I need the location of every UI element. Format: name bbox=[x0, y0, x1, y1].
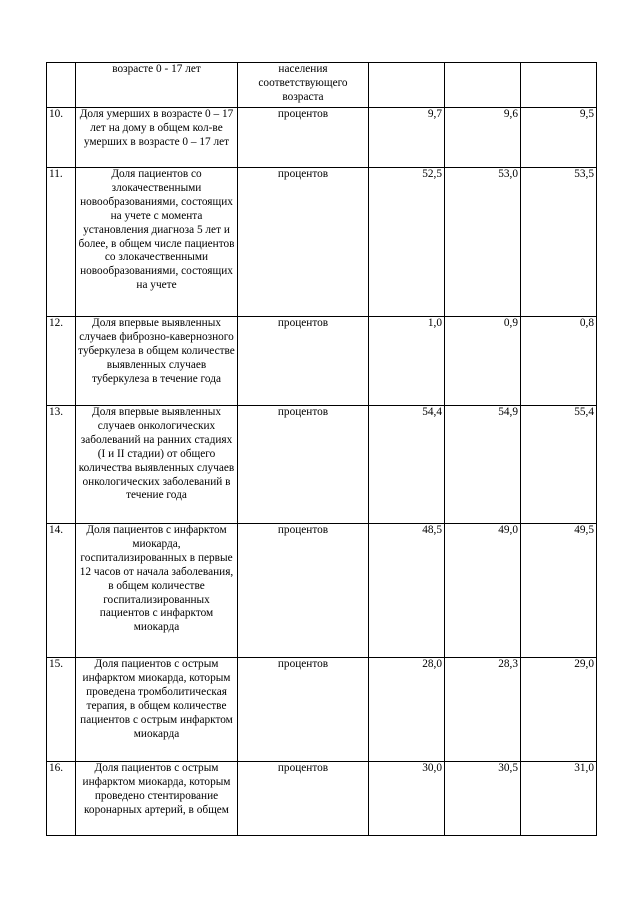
value-year-1: 9,7 bbox=[369, 108, 445, 168]
value-year-2: 9,6 bbox=[445, 108, 521, 168]
unit-of-measure: процентов bbox=[238, 658, 369, 762]
indicator-name: Доля пациентов с острым инфарктом миокарда, которым проведена тромболитическая терапия, в общем количестве пациентов с острым инфарктом миокарда bbox=[76, 658, 238, 762]
unit-of-measure: процентов bbox=[238, 168, 369, 317]
value-year-2: 53,0 bbox=[445, 168, 521, 317]
indicator-name: Доля пациентов с инфарктом миокарда, госпитализированных в первые 12 часов от начала заболевания, в общем количестве госпитализированных пациентов с инфарктом миокарда bbox=[76, 524, 238, 658]
unit-of-measure: процентов bbox=[238, 524, 369, 658]
row-number: 10. bbox=[47, 108, 76, 168]
value-year-3 bbox=[521, 63, 597, 108]
value-year-3: 0,8 bbox=[521, 317, 597, 406]
value-year-3: 9,5 bbox=[521, 108, 597, 168]
value-year-2: 28,3 bbox=[445, 658, 521, 762]
value-year-3: 31,0 bbox=[521, 762, 597, 836]
value-year-1: 54,4 bbox=[369, 406, 445, 524]
value-year-3: 53,5 bbox=[521, 168, 597, 317]
row-number: 11. bbox=[47, 168, 76, 317]
indicators-table bbox=[46, 62, 597, 836]
value-year-1 bbox=[369, 63, 445, 108]
value-year-1: 30,0 bbox=[369, 762, 445, 836]
indicator-name: Доля пациентов со злокачественными новообразованиями, состоящих на учете с момента установления диагноза 5 лет и более, в общем числе пациентов со злокачественными новообразованиями, состоящих на учете bbox=[76, 168, 238, 317]
value-year-2: 49,0 bbox=[445, 524, 521, 658]
value-year-3: 29,0 bbox=[521, 658, 597, 762]
unit-of-measure: процентов bbox=[238, 762, 369, 836]
row-number: 15. bbox=[47, 658, 76, 762]
table-row bbox=[47, 108, 597, 168]
indicator-name: возрасте 0 - 17 лет bbox=[76, 63, 238, 108]
table-row bbox=[47, 168, 597, 317]
value-year-1: 1,0 bbox=[369, 317, 445, 406]
table-row bbox=[47, 317, 597, 406]
table-row bbox=[47, 658, 597, 762]
unit-of-measure: процентов bbox=[238, 406, 369, 524]
value-year-2: 0,9 bbox=[445, 317, 521, 406]
indicator-name: Доля впервые выявленных случаев фиброзно-кавернозного туберкулеза в общем количестве выявленных случаев туберкулеза в течение года bbox=[76, 317, 238, 406]
value-year-3: 49,5 bbox=[521, 524, 597, 658]
indicator-name: Доля пациентов с острым инфарктом миокарда, которым проведено стентирование коронарных артерий, в общем bbox=[76, 762, 238, 836]
indicator-name: Доля умерших в возрасте 0 – 17 лет на дому в общем кол-ве умерших в возрасте 0 – 17 лет bbox=[76, 108, 238, 168]
value-year-1: 52,5 bbox=[369, 168, 445, 317]
value-year-3: 55,4 bbox=[521, 406, 597, 524]
table-row bbox=[47, 762, 597, 836]
table-row bbox=[47, 524, 597, 658]
unit-of-measure: населения соответствующего возраста bbox=[238, 63, 369, 108]
row-number: 13. bbox=[47, 406, 76, 524]
table-row bbox=[47, 406, 597, 524]
value-year-2 bbox=[445, 63, 521, 108]
value-year-1: 48,5 bbox=[369, 524, 445, 658]
row-number: 14. bbox=[47, 524, 76, 658]
table-row bbox=[47, 63, 597, 108]
row-number: 16. bbox=[47, 762, 76, 836]
value-year-2: 30,5 bbox=[445, 762, 521, 836]
indicator-name: Доля впервые выявленных случаев онкологических заболеваний на ранних стадиях (I и II стадии) от общего количества выявленных случаев онкологических заболеваний в течение года bbox=[76, 406, 238, 524]
value-year-2: 54,9 bbox=[445, 406, 521, 524]
value-year-1: 28,0 bbox=[369, 658, 445, 762]
unit-of-measure: процентов bbox=[238, 317, 369, 406]
unit-of-measure: процентов bbox=[238, 108, 369, 168]
row-number: 12. bbox=[47, 317, 76, 406]
row-number bbox=[47, 63, 76, 108]
